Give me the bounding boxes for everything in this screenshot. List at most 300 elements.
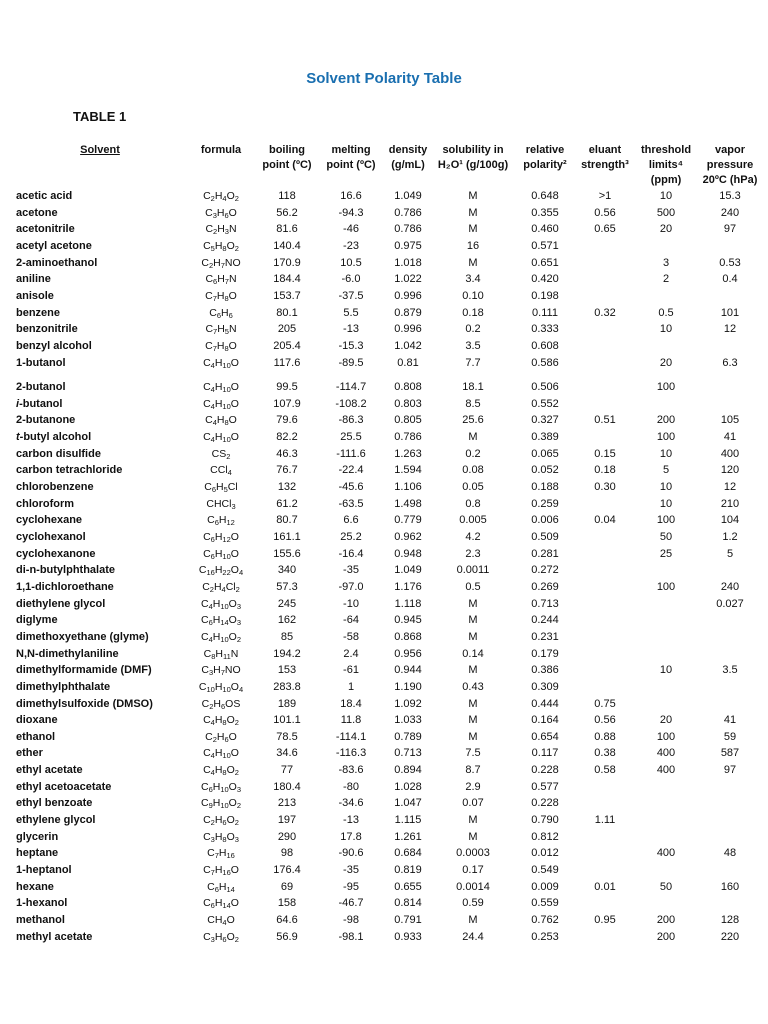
table-row: [0, 255, 768, 272]
cell-solubility: 0.59: [462, 897, 484, 910]
page-title: Solvent Polarity Table: [306, 70, 462, 87]
cell-solvent: ethyl benzoate: [16, 797, 93, 810]
table-row: [0, 712, 768, 729]
cell-eluant: 0.18: [594, 464, 616, 477]
cell-formula: $C_3H_7NO$: [201, 664, 241, 678]
cell-solvent: 2-butanone: [16, 414, 76, 427]
cell-bp: 117.6: [273, 356, 301, 369]
column-header-vapor: [700, 143, 760, 188]
cell-polarity: 0.231: [531, 630, 559, 643]
cell-formula: $C_6H_5Cl$: [204, 481, 238, 495]
cell-bp: 56.9: [276, 930, 298, 943]
cell-solubility: 3.5: [465, 339, 481, 352]
cell-formula: $C_2H_4O_2$: [203, 190, 239, 203]
cell-mp: 6.6: [343, 514, 359, 527]
cell-solubility: 0.08: [462, 464, 484, 477]
cell-eluant: 0.30: [594, 481, 616, 494]
column-header-threshold: [636, 143, 696, 188]
cell-vapor: 0.027: [716, 597, 744, 610]
cell-solubility: 0.8: [465, 497, 481, 510]
cell-density: 0.81: [397, 356, 419, 369]
cell-threshold: 3: [662, 256, 670, 269]
cell-threshold: 10: [659, 664, 673, 677]
column-header-formula: [190, 143, 252, 158]
cell-vapor: 587: [720, 747, 740, 760]
cell-polarity: 0.386: [531, 664, 559, 677]
cell-formula: $C_2H_6O$: [205, 730, 237, 744]
cell-solubility: M: [468, 190, 478, 202]
cell-mp: 2.4: [343, 647, 359, 660]
cell-polarity: 0.269: [531, 580, 559, 593]
cell-mp: -16.4: [338, 547, 364, 560]
cell-bp: 161.1: [273, 531, 301, 543]
cell-eluant: 0.38: [594, 747, 616, 760]
cell-mp: -98.1: [338, 930, 364, 943]
cell-polarity: 0.117: [531, 747, 559, 760]
cell-solvent: dimethylformamide (DMF): [16, 664, 152, 677]
cell-mp: -97.0: [338, 580, 364, 593]
cell-mp: -80: [343, 780, 359, 793]
cell-bp: 80.7: [276, 514, 298, 527]
table-row: [0, 729, 768, 746]
table-row: [0, 321, 768, 338]
cell-formula: $C_4H_{10}O$: [203, 747, 239, 761]
column-header-line: (ppm): [650, 174, 682, 186]
cell-vapor: 15.3: [719, 190, 741, 202]
cell-formula: $C_7H_5N$: [205, 323, 237, 337]
cell-vapor: 97: [723, 764, 737, 777]
cell-mp: 10.5: [340, 256, 362, 269]
cell-threshold: 100: [656, 514, 676, 527]
cell-eluant: 0.88: [594, 730, 616, 743]
cell-solvent: glycerin: [16, 830, 59, 843]
cell-mp: -95: [343, 880, 359, 893]
cell-formula: $C_6H_{14}O$: [203, 897, 239, 911]
cell-bp: 205.4: [273, 339, 301, 352]
column-header-polarity: [516, 143, 574, 173]
cell-polarity: 0.812: [531, 830, 559, 843]
cell-bp: 80.1: [276, 306, 298, 319]
column-header-bp: [256, 143, 318, 173]
cell-formula: $C_4H_{10}O$: [203, 431, 239, 445]
cell-solvent: aniline: [16, 273, 51, 286]
cell-bp: 194.2: [273, 647, 301, 660]
cell-density: 0.655: [394, 880, 422, 893]
cell-solubility: M: [468, 597, 478, 610]
cell-mp: -46: [343, 223, 359, 236]
cell-mp: -61: [343, 664, 359, 677]
cell-solubility: 3.4: [465, 273, 481, 286]
cell-solvent: t-butyl alcohol: [16, 431, 92, 444]
cell-mp: -37.5: [338, 289, 364, 302]
cell-density: 1.028: [394, 780, 422, 793]
column-header-line: pressure: [706, 159, 754, 171]
table-row: [0, 496, 768, 513]
cell-solubility: M: [468, 206, 478, 219]
table-row: [0, 862, 768, 879]
cell-solubility: M: [468, 256, 478, 269]
cell-threshold: 500: [656, 206, 676, 219]
cell-polarity: 0.790: [531, 814, 559, 827]
cell-eluant: 0.58: [594, 764, 616, 777]
cell-polarity: 0.228: [531, 764, 559, 777]
cell-vapor: 12: [723, 481, 737, 494]
cell-threshold: 50: [659, 880, 673, 893]
cell-solvent: cyclohexanone: [16, 547, 96, 560]
cell-polarity: 0.586: [531, 356, 559, 369]
cell-mp: 17.8: [340, 830, 362, 843]
cell-density: 1.022: [394, 273, 422, 286]
cell-mp: -90.6: [338, 847, 364, 860]
column-header-solvent: [60, 143, 140, 158]
cell-mp: -94.3: [338, 206, 364, 219]
cell-solubility: M: [468, 697, 478, 710]
table-row: [0, 379, 768, 396]
cell-polarity: 0.651: [531, 256, 559, 269]
cell-density: 0.803: [394, 397, 422, 410]
cell-vapor: 240: [720, 580, 740, 593]
cell-threshold: 400: [656, 747, 676, 760]
cell-solubility: M: [468, 431, 478, 444]
cell-vapor: 220: [720, 930, 740, 943]
cell-mp: -46.7: [338, 897, 364, 910]
cell-polarity: 0.577: [531, 780, 559, 793]
cell-solubility: 0.2: [465, 323, 481, 336]
cell-formula: $C_6H_6$: [209, 306, 233, 320]
table-row: [0, 829, 768, 846]
cell-bp: 82.2: [276, 431, 298, 444]
cell-density: 1.049: [394, 190, 422, 202]
cell-polarity: 0.065: [531, 447, 559, 460]
cell-eluant: 0.04: [594, 514, 616, 527]
cell-density: 1.190: [394, 680, 422, 693]
table-row: [0, 679, 768, 696]
cell-solubility: 2.3: [465, 547, 481, 560]
cell-formula: $C_4H_8O_2$: [203, 714, 239, 728]
cell-density: 0.962: [394, 531, 422, 543]
cell-mp: -114.7: [335, 381, 367, 394]
cell-bp: 140.4: [273, 239, 301, 252]
cell-polarity: 0.012: [531, 847, 559, 860]
cell-solvent: 1-butanol: [16, 356, 66, 369]
cell-bp: 77: [280, 764, 294, 777]
cell-solvent: benzyl alcohol: [16, 339, 92, 352]
cell-mp: -45.6: [338, 481, 364, 494]
cell-bp: 46.3: [276, 447, 298, 460]
cell-solvent: heptane: [16, 847, 59, 860]
cell-bp: 340: [277, 564, 297, 577]
cell-polarity: 0.009: [531, 880, 559, 893]
cell-mp: -10: [343, 597, 359, 610]
cell-mp: -108.2: [335, 397, 367, 410]
cell-density: 0.779: [394, 514, 422, 527]
cell-bp: 132: [277, 481, 297, 494]
cell-formula: $C_4H_8O_2$: [203, 764, 239, 778]
cell-mp: 18.4: [340, 697, 362, 710]
cell-threshold: 400: [656, 764, 676, 777]
cell-solvent: ethanol: [16, 730, 56, 743]
cell-vapor: 59: [723, 730, 737, 743]
cell-formula: $C_6H_{14}O_3$: [200, 614, 242, 628]
cell-bp: 197: [277, 814, 297, 827]
cell-density: 1.049: [394, 564, 422, 577]
cell-density: 0.713: [394, 747, 422, 760]
cell-solubility: 4.2: [465, 531, 481, 543]
table-row: [0, 745, 768, 762]
cell-polarity: 0.164: [531, 714, 559, 727]
column-header-line: polarity²: [523, 159, 567, 171]
table-row: [0, 779, 768, 796]
cell-solvent: benzene: [16, 306, 61, 319]
cell-eluant: 0.15: [594, 447, 616, 460]
cell-polarity: 0.179: [531, 647, 559, 660]
cell-solvent: carbon disulfide: [16, 447, 101, 460]
cell-mp: -22.4: [338, 464, 364, 477]
cell-mp: -86.3: [338, 414, 364, 427]
cell-density: 0.791: [394, 913, 422, 926]
cell-formula: CHCl$_3$: [206, 497, 236, 511]
cell-solubility: 16: [466, 239, 480, 252]
cell-bp: 245: [277, 597, 297, 610]
column-header-line: boiling: [268, 144, 306, 156]
cell-solvent: acetone: [16, 206, 58, 219]
column-header-line: relative: [525, 144, 565, 156]
cell-vapor: 3.5: [722, 664, 738, 677]
table-row: [0, 446, 768, 463]
italic-prefix: i: [16, 397, 20, 410]
cell-vapor: 1.2: [722, 531, 738, 543]
cell-solvent: di-n-butylphthalate: [16, 564, 115, 577]
cell-formula: $C_2H_6O_2$: [203, 814, 239, 828]
cell-polarity: 0.559: [531, 897, 559, 910]
cell-bp: 34.6: [276, 747, 298, 760]
cell-solvent: 2-aminoethanol: [16, 256, 98, 269]
cell-bp: 56.2: [276, 206, 298, 219]
cell-vapor: 210: [720, 497, 740, 510]
cell-threshold: 100: [656, 730, 676, 743]
table-row: [0, 629, 768, 646]
cell-polarity: 0.006: [531, 514, 559, 527]
cell-density: 0.996: [394, 323, 422, 336]
column-header-line: H₂O¹ (g/100g): [437, 159, 509, 171]
cell-formula: $C_4H_8O$: [205, 414, 237, 428]
cell-formula: $C_3H_6O_2$: [203, 930, 239, 944]
column-header-line: threshold: [640, 144, 692, 156]
cell-formula: $C_2H_3N$: [205, 223, 237, 237]
cell-density: 0.945: [394, 614, 422, 627]
cell-eluant: 0.56: [594, 206, 616, 219]
cell-polarity: 0.571: [531, 239, 559, 252]
cell-mp: -35: [343, 864, 359, 876]
cell-density: 0.894: [394, 764, 422, 777]
cell-formula: $CH_4O$: [207, 913, 235, 927]
cell-solvent: chlorobenzene: [16, 481, 94, 494]
cell-polarity: 0.188: [531, 481, 559, 494]
cell-formula: $C_2H_4Cl_2$: [202, 580, 240, 594]
cell-polarity: 0.648: [531, 190, 559, 202]
cell-solvent: dimethoxyethane (glyme): [16, 630, 149, 643]
cell-bp: 57.3: [276, 580, 298, 593]
cell-bp: 158: [277, 897, 297, 910]
cell-density: 0.786: [394, 223, 422, 236]
cell-formula: $C_7H_{16}$: [207, 847, 235, 861]
cell-density: 0.879: [394, 306, 422, 319]
column-header-line: limits⁴: [648, 159, 684, 171]
cell-solvent: diethylene glycol: [16, 597, 106, 610]
cell-bp: 189: [277, 697, 297, 710]
cell-solubility: 2.9: [465, 780, 481, 793]
cell-mp: 16.6: [340, 190, 362, 202]
cell-bp: 69: [280, 880, 294, 893]
table-row: [0, 895, 768, 912]
cell-solvent: cyclohexanol: [16, 531, 86, 543]
cell-bp: 180.4: [273, 780, 301, 793]
cell-vapor: 97: [723, 223, 737, 236]
cell-formula: $C_{16}H_{22}O_4$: [198, 564, 244, 578]
cell-polarity: 0.762: [531, 913, 559, 926]
cell-solubility: 8.7: [465, 764, 481, 777]
cell-density: 0.808: [394, 381, 422, 394]
cell-vapor: 48: [723, 847, 737, 860]
cell-formula: $C_6H_{14}$: [207, 880, 235, 894]
table-row: [0, 929, 768, 946]
cell-mp: -114.1: [335, 730, 367, 743]
table-row: [0, 845, 768, 862]
table-row: [0, 662, 768, 679]
cell-polarity: 0.552: [531, 397, 559, 410]
column-header-line: Solvent: [80, 144, 120, 156]
cell-solvent: 1,1-dichloroethane: [16, 580, 114, 593]
cell-bp: 170.9: [273, 256, 301, 269]
cell-mp: 25.5: [340, 431, 362, 444]
cell-threshold: 100: [656, 381, 676, 394]
cell-polarity: 0.389: [531, 431, 559, 444]
cell-bp: 205: [277, 323, 297, 336]
cell-bp: 153.7: [273, 289, 301, 302]
cell-eluant: 0.32: [594, 306, 616, 319]
cell-density: 0.786: [394, 431, 422, 444]
cell-solvent: cyclohexane: [16, 514, 83, 527]
cell-bp: 213: [277, 797, 297, 810]
cell-vapor: 400: [720, 447, 740, 460]
cell-density: 0.805: [394, 414, 422, 427]
cell-density: 0.684: [394, 847, 422, 860]
cell-vapor: 6.3: [722, 356, 738, 369]
cell-threshold: 200: [656, 414, 676, 427]
cell-density: 0.933: [394, 930, 422, 943]
cell-solubility: 0.18: [462, 306, 484, 319]
cell-density: 0.789: [394, 730, 422, 743]
cell-solubility: 7.5: [465, 747, 481, 760]
cell-density: 0.819: [394, 864, 422, 876]
cell-formula: $C_6H_{10}O_3$: [200, 780, 242, 794]
cell-solvent: 1-heptanol: [16, 864, 72, 876]
cell-solubility: 0.0014: [456, 880, 490, 893]
cell-bp: 118: [278, 190, 296, 202]
table-row: [0, 612, 768, 629]
table-row: [0, 205, 768, 222]
cell-density: 0.996: [394, 289, 422, 302]
table-row: [0, 596, 768, 613]
cell-formula: $C_6H_{10}O$: [203, 547, 239, 561]
cell-formula: $C_6H_7N$: [205, 273, 237, 287]
table-row: [0, 288, 768, 305]
cell-density: 1.092: [394, 697, 422, 710]
cell-vapor: 240: [720, 206, 740, 219]
italic-prefix: t: [16, 431, 20, 444]
cell-solvent: dimethylphthalate: [16, 680, 111, 693]
cell-formula: $C_6H_{12}$: [207, 514, 235, 528]
column-header-line: density: [388, 144, 428, 156]
table-row: [0, 795, 768, 812]
cell-solubility: 0.0011: [456, 564, 490, 577]
cell-mp: -23: [343, 239, 359, 252]
column-header-line: solubility in: [442, 144, 504, 156]
cell-solubility: 0.14: [462, 647, 484, 660]
table-row: [0, 696, 768, 713]
cell-solubility: M: [468, 814, 478, 827]
table-header: [0, 143, 768, 189]
cell-eluant: 0.01: [594, 880, 616, 893]
table-row: [0, 271, 768, 288]
table-row: [0, 221, 768, 238]
cell-solvent: ethyl acetate: [16, 764, 83, 777]
cell-solubility: M: [468, 223, 478, 236]
cell-threshold: 10: [659, 323, 673, 336]
cell-solvent: methanol: [16, 913, 65, 926]
cell-polarity: 0.259: [531, 497, 559, 510]
cell-threshold: 100: [656, 431, 676, 444]
cell-solvent: i-butanol: [16, 397, 63, 410]
cell-formula: $C_4H_{10}O_2$: [200, 630, 242, 644]
cell-bp: 61.2: [276, 497, 298, 510]
cell-polarity: 0.713: [531, 597, 559, 610]
table-row: [0, 546, 768, 563]
cell-vapor: 160: [720, 880, 740, 893]
cell-polarity: 0.460: [531, 223, 559, 236]
cell-formula: $C_9H_{10}O_2$: [200, 797, 242, 811]
cell-polarity: 0.509: [531, 531, 559, 543]
cell-bp: 99.5: [276, 381, 298, 394]
cell-density: 0.944: [394, 664, 422, 677]
cell-threshold: 50: [659, 531, 673, 543]
cell-density: 1.042: [394, 339, 422, 352]
cell-threshold: 100: [656, 580, 676, 593]
cell-bp: 101.1: [273, 714, 301, 727]
cell-formula: $C_8H_{11}N$: [203, 647, 239, 661]
cell-solubility: M: [468, 630, 478, 643]
cell-mp: -13: [343, 814, 359, 827]
column-header-line: point (ºC): [326, 159, 376, 171]
column-header-line: point (ºC): [262, 159, 312, 171]
cell-solubility: M: [468, 913, 478, 926]
cell-bp: 153: [277, 664, 297, 677]
table-row: [0, 355, 768, 372]
cell-vapor: 105: [720, 414, 740, 427]
cell-polarity: 0.244: [531, 614, 559, 627]
cell-density: 1.261: [394, 830, 422, 843]
cell-solvent: acetic acid: [16, 190, 73, 202]
cell-solubility: 24.4: [462, 930, 484, 943]
cell-polarity: 0.111: [532, 306, 558, 319]
cell-solubility: M: [468, 714, 478, 727]
column-header-solubility: [434, 143, 512, 173]
cell-solvent: chloroform: [16, 497, 75, 510]
cell-density: 1.115: [394, 814, 422, 827]
cell-solubility: M: [468, 830, 478, 843]
cell-formula: $C_6H_{12}O$: [203, 531, 239, 544]
cell-formula: $C_4H_{10}O$: [203, 381, 239, 395]
